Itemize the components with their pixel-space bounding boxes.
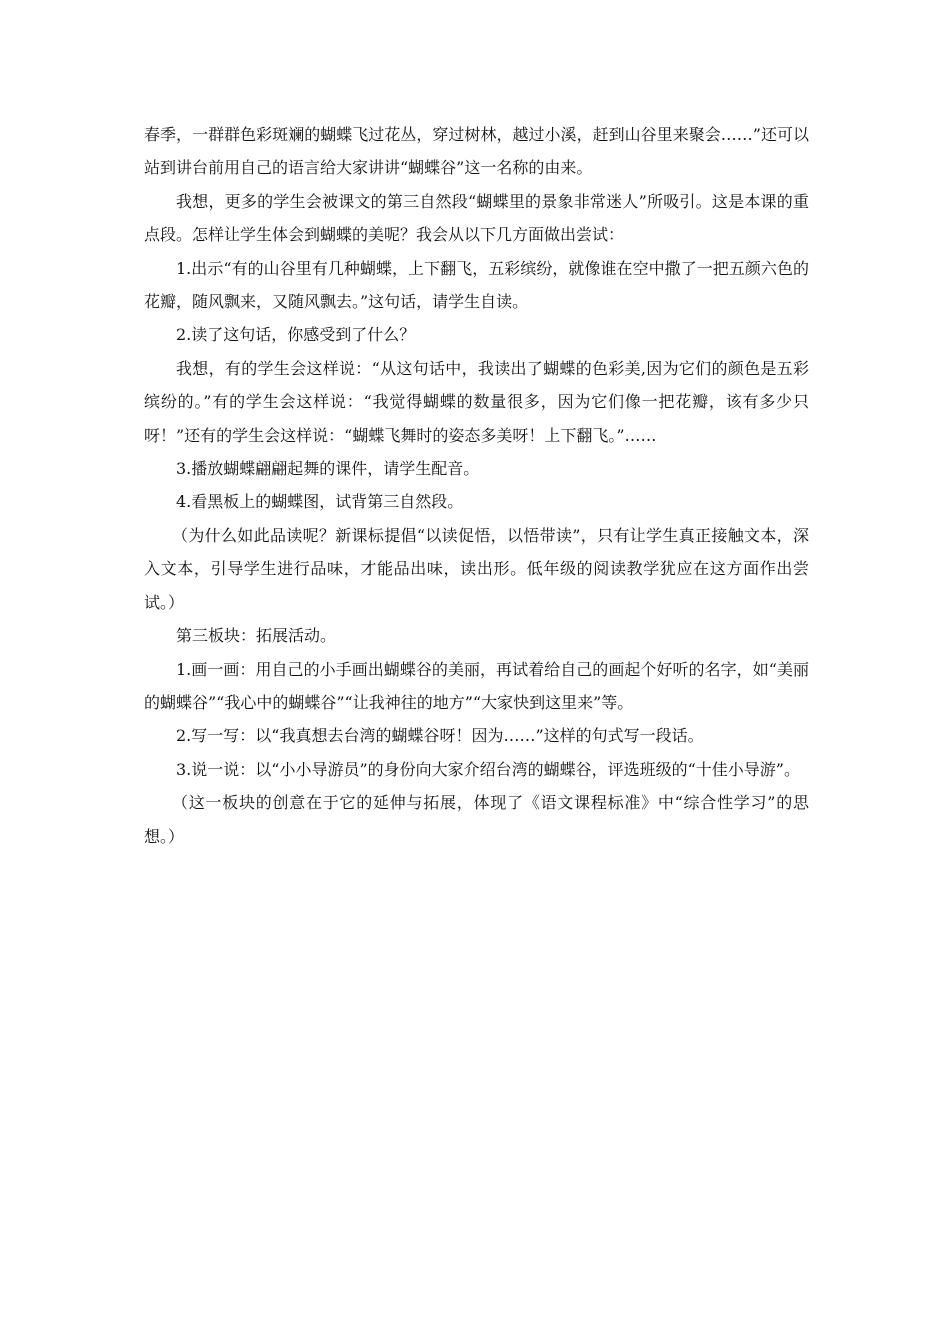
step-4-recite: 4.看黑板上的蝴蝶图，试背第三自然段。 bbox=[176, 492, 464, 512]
paragraph-reading-rationale: （为什么如此品读呢？新课标提倡“以读促悟，以悟带读”，只有让学生真正接触文本，深入文本，引导学生进行品味，才能品出味，读出形。低年级的阅读教学犹应在这方面作出尝试。） bbox=[144, 525, 809, 612]
activity-1-draw: 1.画一画：用自己的小手画出蝴蝶谷的美丽，再试着给自己的画起个好听的名字，如“美丽的蝴蝶谷”“我心中的蝴蝶谷”“让我神往的地方”“大家快到这里来”等。 bbox=[144, 659, 809, 712]
step-1-show-sentence: 1.出示“有的山谷里有几种蝴蝶，上下翻飞，五彩缤纷，就像谁在空中撒了一把五颜六色的花瓣，随风飘来，又随风飘去。”这句话，请学生自读。 bbox=[144, 258, 809, 312]
document-body bbox=[144, 118, 809, 853]
activity-2-write: 2.写一写：以“我真想去台湾的蝴蝶谷呀！因为……”这样的句式写一段话。 bbox=[176, 726, 704, 746]
activity-3-speak: 3.说一说：以“小小导游员”的身份向大家介绍台湾的蝴蝶谷，评选班级的“十佳小导游”。 bbox=[176, 759, 800, 779]
paragraph-student-answers: 我想，有的学生会这样说：“从这句话中，我读出了蝴蝶的色彩美,因为它们的颜色是五彩缤纷的。”有的学生会这样说：“我觉得蝴蝶的数量很多，因为它们像一把花瓣，该有多少只呀！”还有的学生会这样说：“蝴蝶飞舞时的姿态多美呀！上下翻飞。”…… bbox=[144, 358, 809, 445]
paragraph-focus-section: 我想，更多的学生会被课文的第三自然段“蝴蝶里的景象非常迷人”所吸引。这是本课的重点段。怎样让学生体会到蝴蝶的美呢？我会从以下几方面做出尝试： bbox=[144, 191, 809, 245]
section-heading-extension: 第三板块：拓展活动。 bbox=[176, 626, 337, 646]
paragraph-section-rationale: （这一板块的创意在于它的延伸与拓展，体现了《语文课程标准》中“综合性学习”的思想。） bbox=[144, 793, 809, 846]
step-2-question: 2.读了这句话，你感受到了什么？ bbox=[176, 325, 416, 345]
paragraph-continuation: 春季，一群群色彩斑斓的蝴蝶飞过花丛，穿过树林，越过小溪，赶到山谷里来聚会……”还可以站到讲台前用自己的语言给大家讲讲“蝴蝶谷”这一名称的由来。 bbox=[144, 125, 809, 178]
step-3-courseware: 3.播放蝴蝶翩翩起舞的课件，请学生配音。 bbox=[176, 459, 480, 479]
